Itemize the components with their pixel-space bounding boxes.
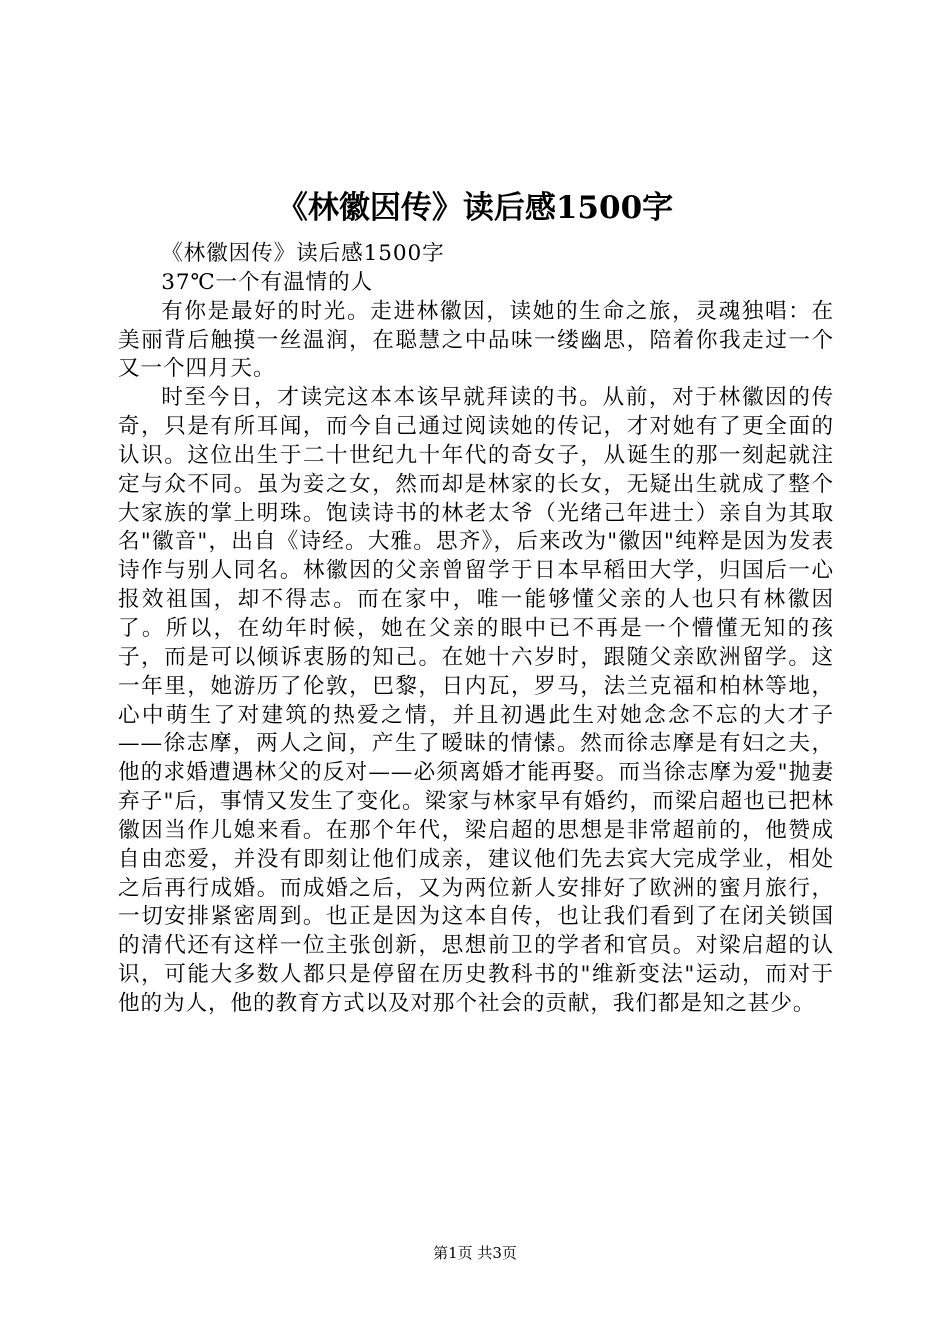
page-number-footer: 第1页 共3页: [433, 1244, 517, 1262]
paragraph-author-line: 37℃一个有温情的人: [161, 269, 373, 295]
paragraph-subtitle: 《林徽因传》读后感1500字: [161, 241, 445, 266]
paragraph-main: 时至今日，才读完这本本该早就拜读的书。从前，对于林徽因的传奇，只是有所耳闻，而今自己通过阅读她的传记，才对她有了更全面的认识。这位出生于二十世纪九十年代的奇女子，从诞生的那一刻起就注定与众不同。虽为妾之女，然而却是林家的长女，无疑出生就成了整个大家族的掌上明珠。饱读诗书的林老太爷（光绪己年进士）亲自为其取名"徽音"，出自《诗经。大雅。思齐》，后来改为"徽因"纯粹是因为发表诗作与别人同名。林徽因的父亲曾留学于日本早稻田大学，归国后一心报效祖国，却不得志。而在家中，唯一能够懂父亲的人也只有林徽因了。所以，在幼年时候，她在父亲的眼中已不再是一个懵懂无知的孩子，而是可以倾诉衷肠的知己。在她十六岁时，跟随父亲欧洲留学。这一年里，她游历了伦敦，巴黎，日内瓦，罗马，法兰克福和柏林等地，心中萌生了对建筑的热爱之情，并且初遇此生对她念念不忘的大才子——徐志摩，两人之间，产生了暧昧的情愫。然而徐志摩是有妇之夫，他的求婚遭遇林父的反对——必须离婚才能再娶。而当徐志摩为爱"抛妻弃子"后，事情又发生了变化。梁家与林家早有婚约，而梁启超也已把林徽因当作儿媳来看。在那个年代，梁启超的思想是非常超前的，他赞成自由恋爱，并没有即刻让他们成亲，建议他们先去宾大完成学业，相处之后再行成婚。而成婚之后，又为两位新人安排好了欧洲的蜜月旅行，一切安排紧密周到。也正是因为这本自传，也让我们看到了在闭关锁国的清代还有这样一位主张创新，思想前卫的学者和官员。对梁启超的认识，可能大多数人都只是停留在历史教科书的"维新变法"运动，而对于他的为人，他的教育方式以及对那个社会的贡献，我们都是知之甚少。: [118, 385, 834, 1016]
document-title: 《林徽因传》读后感1500字: [276, 190, 674, 226]
document-body: [118, 240, 834, 1019]
paragraph-intro: 有你是最好的时光。走进林徽因，读她的生命之旅，灵魂独唱：在美丽背后触摸一丝温润，在聪慧之中品味一缕幽思，陪着你我走过一个又一个四月天。: [118, 298, 834, 382]
